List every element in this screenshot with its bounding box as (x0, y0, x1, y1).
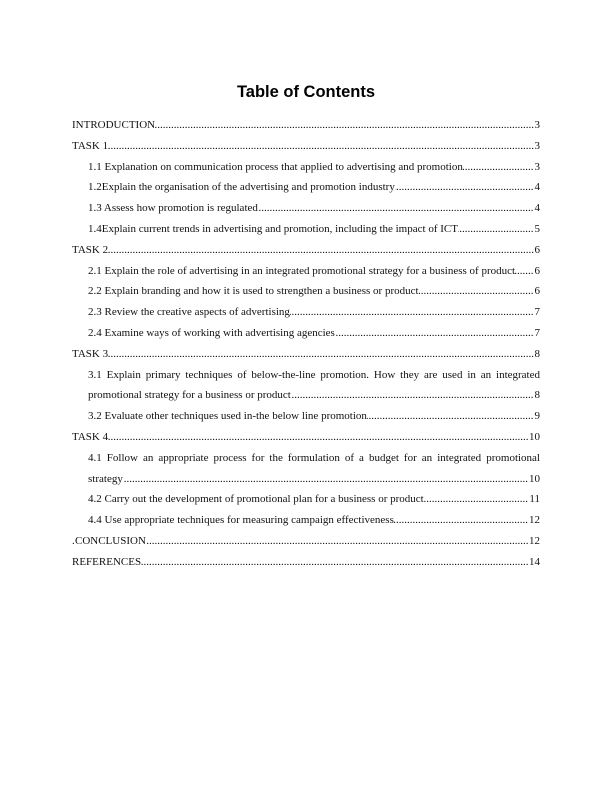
toc-entry[interactable] (88, 365, 540, 407)
toc-entry-title: 2.4 Examine ways of working with advertising agencies (88, 326, 335, 339)
toc-entry-page: 14 (528, 552, 540, 573)
toc-entry[interactable] (88, 489, 540, 510)
toc-entry-page: 4 (534, 198, 541, 219)
toc-entry[interactable] (88, 261, 540, 282)
toc-entry-title: INTRODUCTION (72, 119, 156, 131)
toc-entry[interactable] (72, 531, 540, 552)
toc-entry-page: 3 (534, 157, 541, 178)
toc-entry[interactable] (72, 115, 540, 136)
toc-entry-page: 8 (534, 385, 541, 406)
toc-entry-page: 7 (534, 302, 541, 323)
toc-entry-page: 7 (534, 323, 541, 344)
toc-entry[interactable] (88, 302, 540, 323)
toc-entry[interactable] (88, 448, 540, 490)
table-of-contents (72, 115, 540, 573)
toc-entry-page: 12 (528, 531, 540, 552)
toc-entry-page: 3 (534, 115, 541, 136)
toc-entry-page: 12 (528, 510, 540, 531)
toc-entry[interactable] (88, 177, 540, 198)
toc-entry-title: TASK 4 (72, 430, 109, 443)
toc-entry-page: 11 (528, 489, 540, 510)
toc-entry-title: TASK 2 (72, 243, 109, 256)
toc-entry[interactable] (88, 323, 540, 344)
toc-entry-page: 5 (534, 219, 541, 240)
toc-entry-page: 10 (528, 469, 540, 490)
toc-entry-title: 4.1 Follow an appropriate process for the formulation of a budget for an integrated promotional strategy (88, 451, 540, 485)
toc-entry-title: 1.2Explain the organisation of the advertising and promotion industry (88, 181, 395, 194)
toc-entry-title: TASK 1 (72, 139, 109, 152)
toc-entry[interactable] (88, 219, 540, 240)
toc-entry-title: REFERENCES (72, 555, 142, 568)
toc-entry[interactable] (88, 157, 540, 178)
toc-entry-title: 2.3 Review the creative aspects of advertising (88, 306, 290, 319)
toc-entry-page: 4 (534, 177, 541, 198)
toc-entry-page: 8 (534, 344, 541, 365)
toc-entry[interactable] (88, 198, 540, 219)
toc-entry-title: TASK 3 (72, 347, 109, 360)
toc-entry[interactable] (72, 136, 540, 157)
toc-entry-title: 4.4 Use appropriate techniques for measuring campaign effectiveness (88, 514, 394, 527)
page-title: Table of Contents (236, 83, 376, 101)
toc-entry-title: 1.4Explain current trends in advertising and promotion, including the impact of ICT (88, 222, 458, 235)
toc-entry[interactable] (88, 281, 540, 302)
toc-entry-page: 6 (534, 240, 541, 261)
toc-entry-title: 3.1 Explain primary techniques of below-the-line promotion. How they are used in an integrated promotional strategy for a business or product (88, 368, 540, 402)
toc-entry-title: 1.1 Explanation on communication process that applied to advertising and promotion (88, 160, 463, 173)
toc-entry-title: 2.1 Explain the role of advertising in an integrated promotional strategy for a business of product (88, 264, 516, 277)
toc-entry[interactable] (72, 552, 540, 573)
toc-entry[interactable] (88, 406, 540, 427)
toc-entry-title: CONCLUSION (75, 534, 146, 547)
toc-entry-page: 6 (534, 261, 541, 282)
toc-entry-page: 9 (534, 406, 541, 427)
toc-entry[interactable] (72, 240, 540, 261)
toc-entry-page: 10 (528, 427, 540, 448)
toc-entry-title: 3.2 Evaluate other techniques used in-the below line promotion (88, 410, 367, 423)
toc-entry-title: 1.3 Assess how promotion is regulated (88, 202, 258, 215)
toc-entry-page: 6 (534, 281, 541, 302)
toc-entry[interactable] (88, 510, 540, 531)
toc-entry-title: 4.2 Carry out the development of promotional plan for a business or product (88, 493, 424, 506)
toc-entry[interactable] (72, 344, 540, 365)
toc-entry-title: 2.2 Explain branding and how it is used to strengthen a business or product (88, 285, 419, 298)
toc-entry[interactable] (72, 427, 540, 448)
toc-entry-page: 3 (534, 136, 541, 157)
